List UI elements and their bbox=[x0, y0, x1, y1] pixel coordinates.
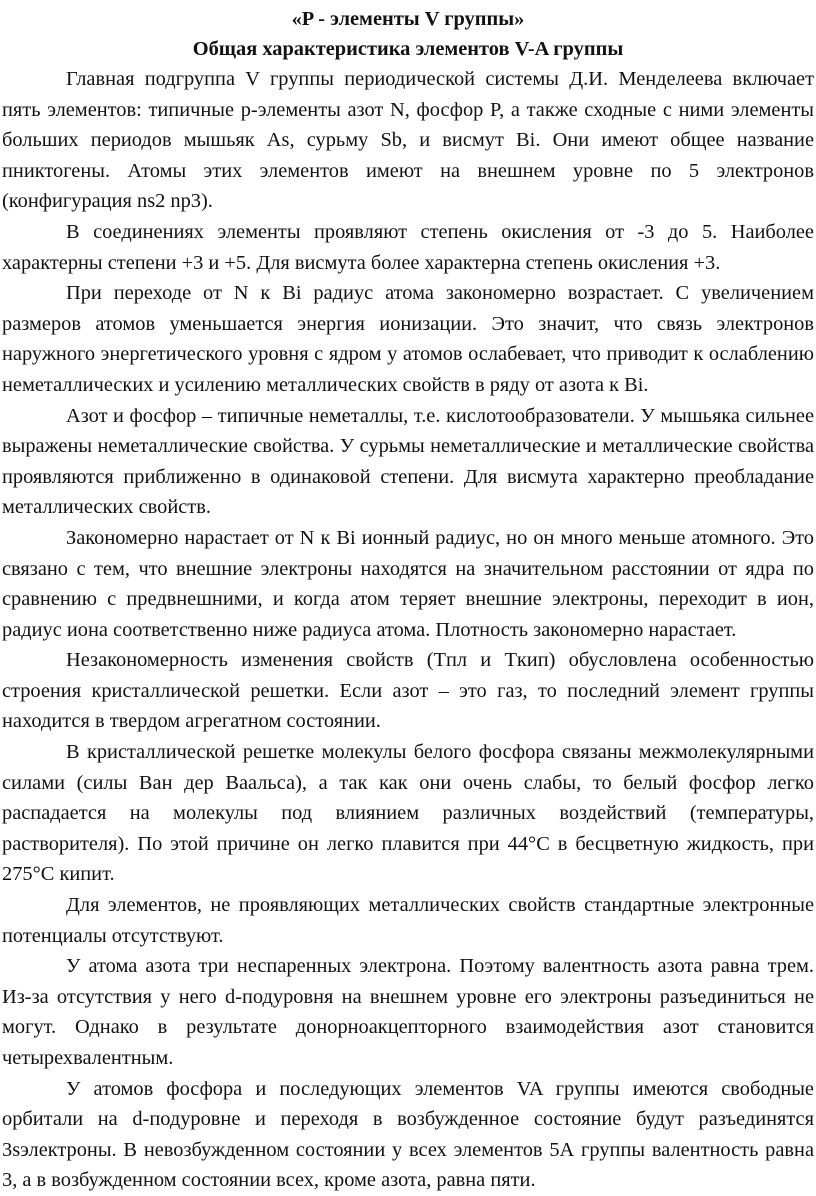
paragraph-oxidation-states: В соединениях элементы проявляют степень окисления от -3 до 5. Наиболее характерны степени +3 и +5. Для висмута более характерна степень окисления +3. bbox=[2, 220, 814, 274]
paragraph-melting-boiling: Незакономерность изменения свойств (Tпл и Tкип) обусловлена особенностью строения кристаллической решетки. Если азот – это газ, то последний элемент группы находится в твердом агрегатном состоянии. bbox=[2, 649, 814, 733]
paragraph-nitrogen-valence: У атома азота три неспаренных электрона. Поэтому валентность азота равна трем. Из-за отсутствия у него d-подуровня на внешнем уровне его электроны разъединиться не могут. Однако в результате донорноакцепторного взаимодействия азот становится четырехвалентным. bbox=[2, 955, 814, 1069]
paragraph-phosphorus-valence: У атомов фосфора и последующих элементов VA группы имеются свободные орбитали на d-подуровне и переходя в возбужденное состояние будут разъединятся 3sэлектроны. В невозбужденном состоянии у всех элементов 5А группы валентность равна 3, а в возбужденном состоянии всех, кроме азота, равна пяти. bbox=[2, 1077, 814, 1192]
paragraph-metallic-properties: Азот и фосфор – типичные неметаллы, т.е. кислотообразователи. У мышьяка сильнее выражены неметаллические свойства. У сурьмы неметаллические и металлические свойства проявляются приближенно в одинаковой степени. Для висмута характерно преобладание металлических свойств. bbox=[2, 404, 814, 519]
document-subtitle: Общая характеристика элементов V-A группы bbox=[192, 38, 624, 60]
paragraph-atomic-radius: При переходе от N к Bi радиус атома закономерно возрастает. С увеличением размеров атомов уменьшается энергия ионизации. Это значит, что связь электронов наружного энергетического уровня с ядром у атомов ослабевает, что приводит к ослаблению неметаллических и усилению металлических свойств в ряду от азота к Bi. bbox=[2, 282, 814, 396]
paragraph-ionic-radius: Закономерно нарастает от N к Bi ионный радиус, но он много меньше атомного. Это связано с тем, что внешние электроны находятся на значительном расстоянии от ядра по сравнению с предвнешними, и когда атом теряет внешние электроны, переходит в ион, радиус иона соответственно ниже радиуса атома. Плотность закономерно нарастает. bbox=[2, 526, 814, 641]
document-title: «P - элементы V группы» bbox=[291, 8, 525, 30]
paragraph-white-phosphorus: В кристаллической решетке молекулы белого фосфора связаны межмолекулярными силами (силы Ван дер Ваальса), а так как они очень слабы, то белый фосфор легко распадается на молекулы под влиянием различных воздействий (температуры, растворителя). По этой причине он легко плавится при 44°C в бесцветную жидкость, при 275°C кипит. bbox=[2, 741, 814, 886]
paragraph-electrode-potentials: Для элементов, не проявляющих металлических свойств стандартные электронные потенциалы отсутствуют. bbox=[2, 894, 814, 947]
paragraph-pnictogens-intro: Главная подгруппа V группы периодической системы Д.И. Менделеева включает пять элементов: типичные p-элементы азот N, фосфор P, а также сходные с ними элементы больших периодов мышьяк As, сурьму Sb, и висмут Bi. Они имеют общее название пниктогены. Атомы этих элементов имеют на внешнем уровне по 5 электронов (конфигурация ns2 np3). bbox=[2, 68, 814, 213]
